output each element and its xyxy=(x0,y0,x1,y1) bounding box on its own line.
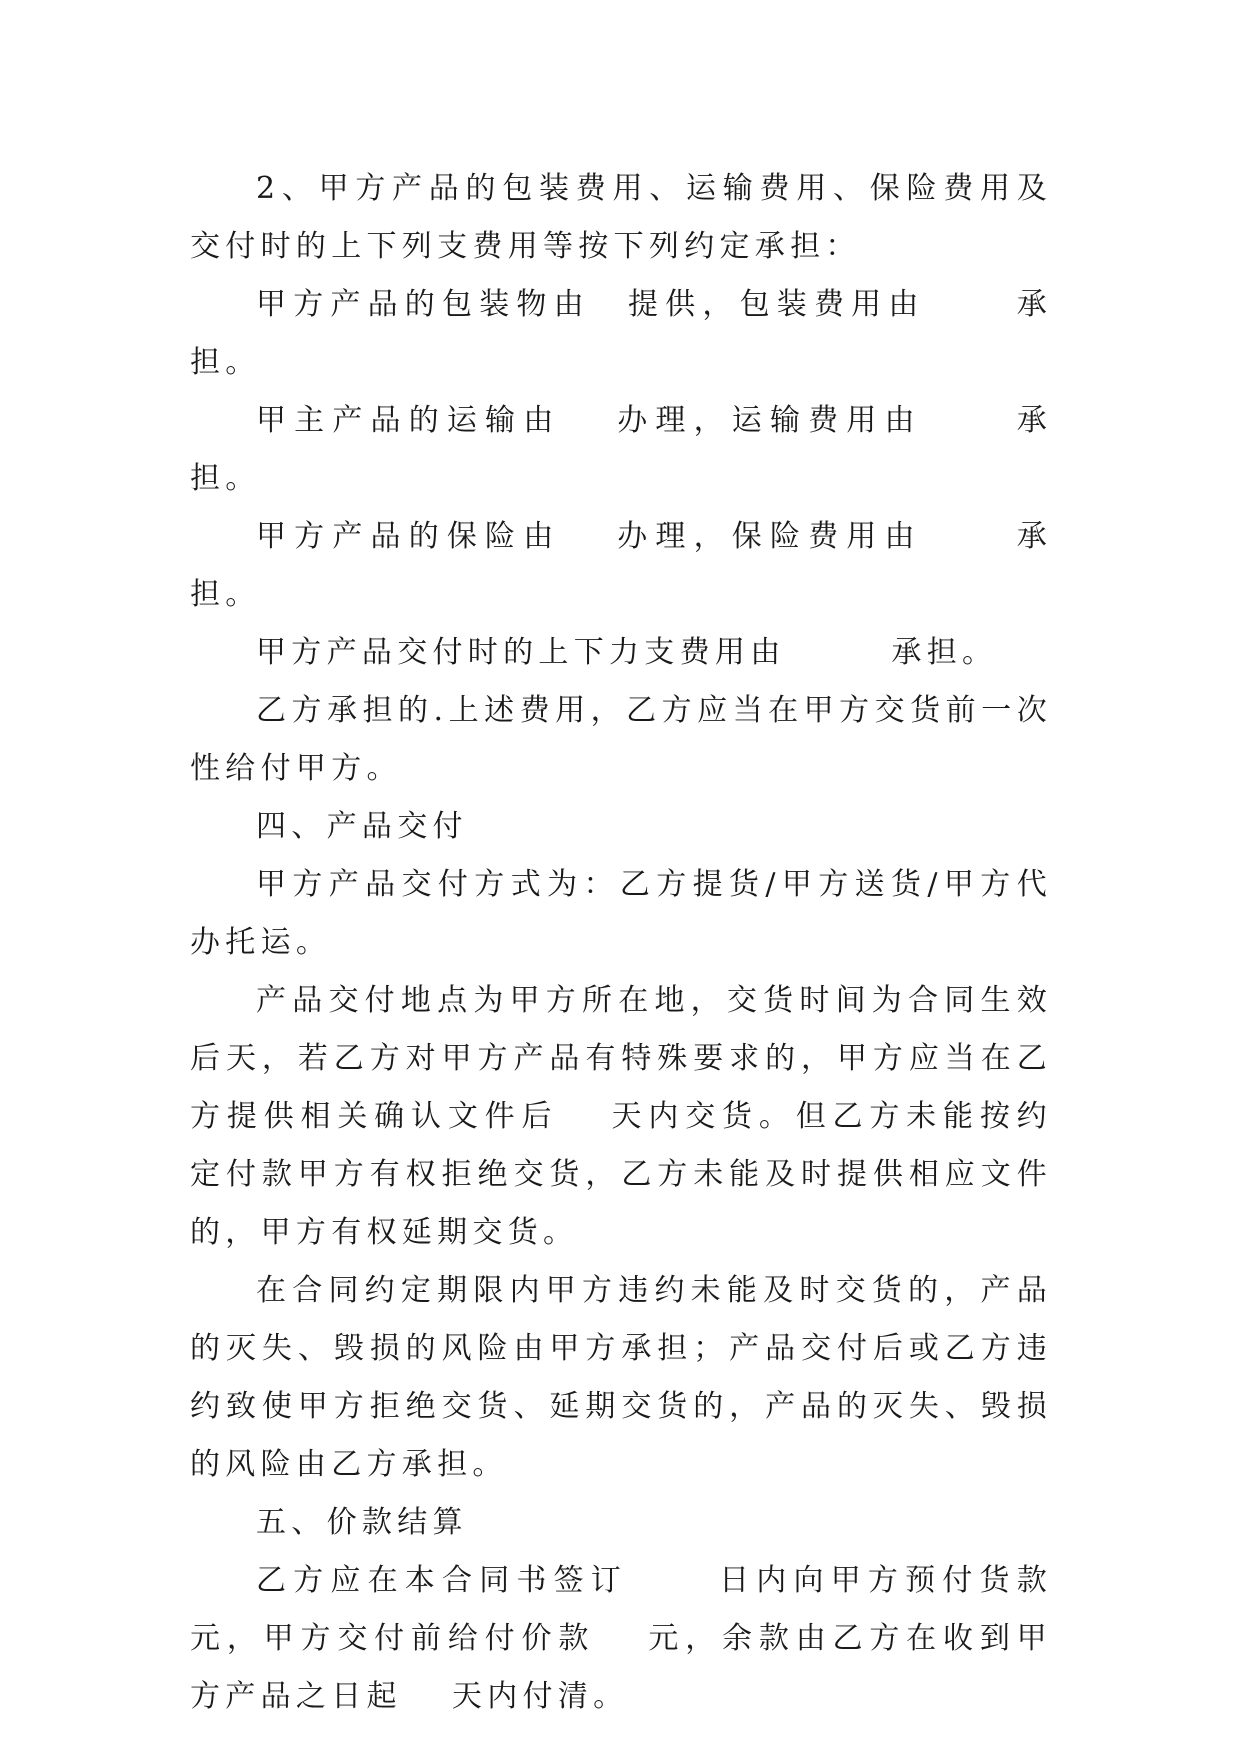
settlement-paragraph: 乙方应在本合同书签订 日内向甲方预付货款元，甲方交付前给付价款 元，余款由乙方在收到甲方产品之日起 天内付清。 xyxy=(190,1563,1052,1714)
delivery-method-paragraph: 甲方产品交付方式为：乙方提货/甲方送货/甲方代办托运。 xyxy=(190,867,1052,960)
risk-paragraph: 在合同约定期限内甲方违约未能及时交货的，产品的灭失、毁损的风险由甲方承担；产品交付后或乙方违约致使甲方拒绝交货、延期交货的，产品的灭失、毁损的风险由乙方承担。 xyxy=(190,1273,1052,1482)
section-heading-delivery: 四、产品交付 xyxy=(256,809,468,844)
delivery-location-paragraph: 产品交付地点为甲方所在地，交货时间为合同生效后天，若乙方对甲方产品有特殊要求的，甲方应当在乙方提供相关确认文件后 天内交货。但乙方未能按约定付款甲方有权拒绝交货，乙方未能及时提供相应文件的，甲方有权延期交货。 xyxy=(190,983,1052,1250)
document-body xyxy=(190,160,1052,1726)
section-heading-settlement: 五、价款结算 xyxy=(256,1505,468,1540)
transport-line: 甲主产品的运输由 办理，运输费用由 承担。 xyxy=(190,403,1052,496)
clause-2-fees: 2、甲方产品的包装费用、运输费用、保险费用及交付时的上下列支费用等按下列约定承担： xyxy=(190,171,1052,264)
party-b-payment-paragraph: 乙方承担的.上述费用，乙方应当在甲方交货前一次性给付甲方。 xyxy=(190,693,1052,786)
insurance-line: 甲方产品的保险由 办理，保险费用由 承担。 xyxy=(190,519,1052,612)
packaging-line: 甲方产品的包装物由 提供，包装费用由 承担。 xyxy=(190,287,1052,380)
delivery-fee-line: 甲方产品交付时的上下力支费用由 承担。 xyxy=(256,635,998,670)
